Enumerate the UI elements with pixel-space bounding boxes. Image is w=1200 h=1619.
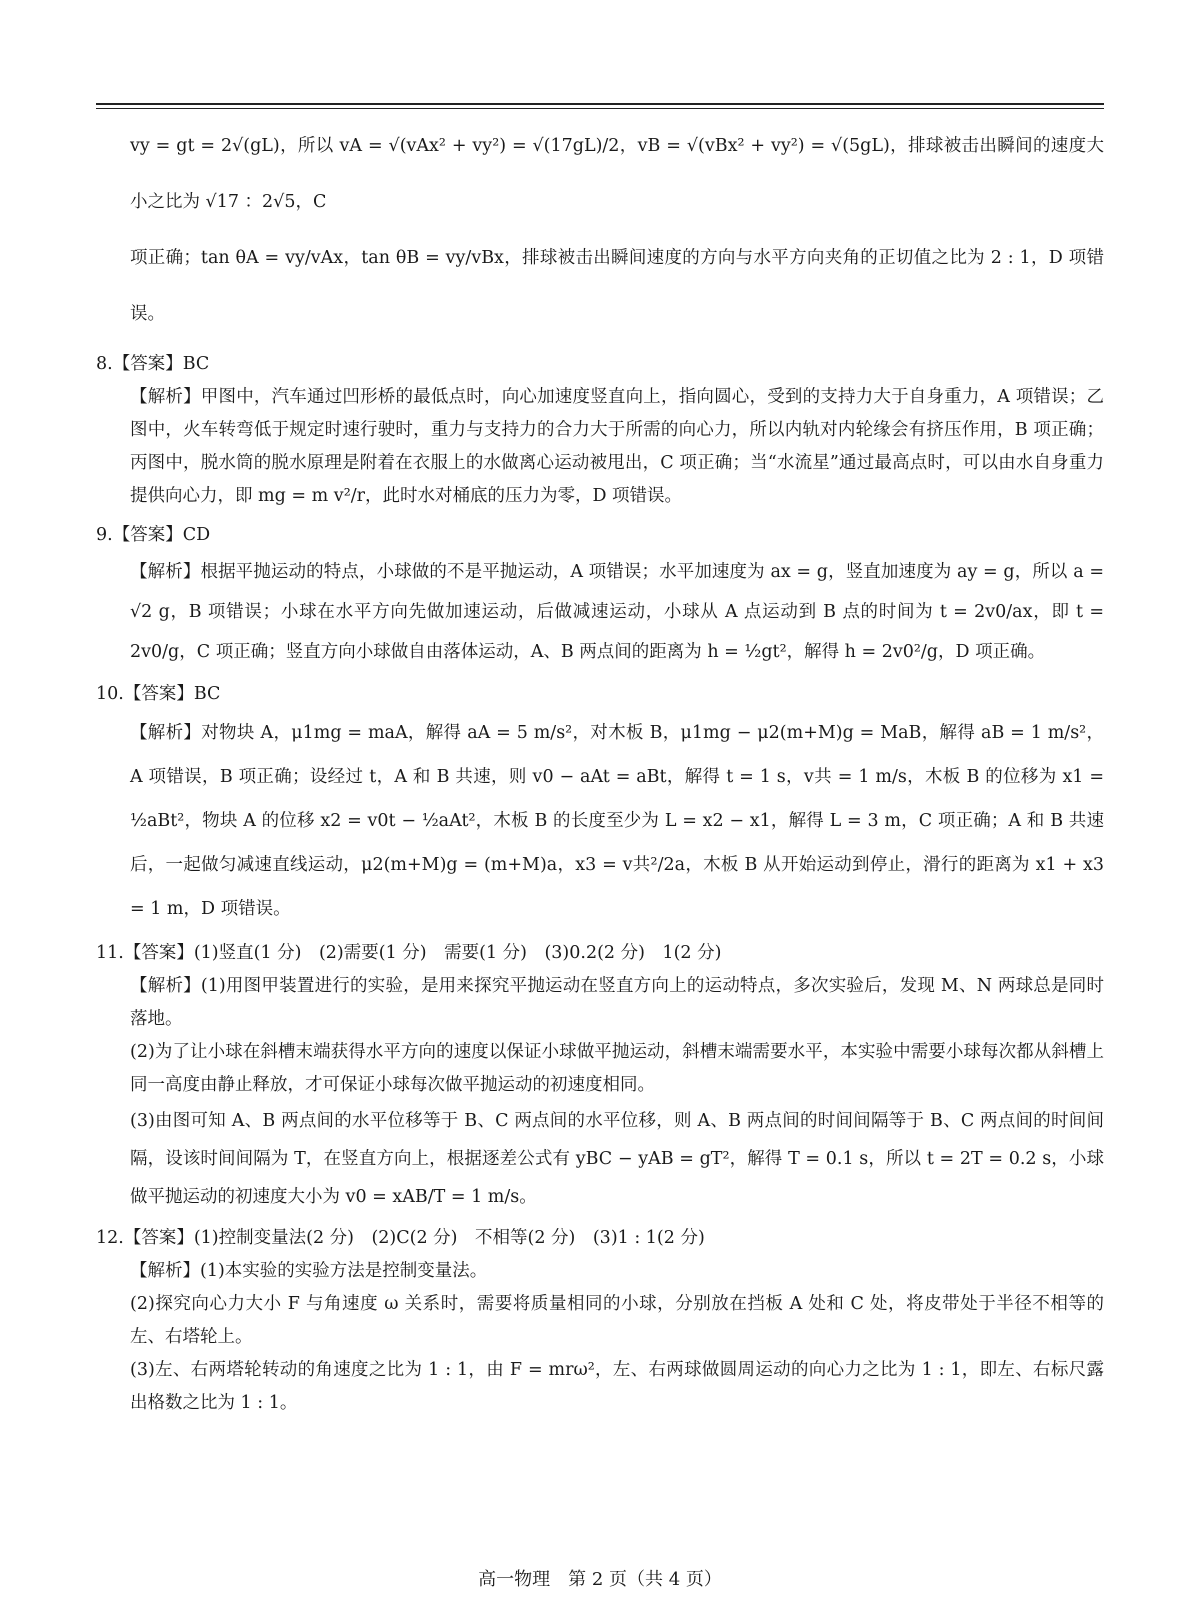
header-rule-thick (96, 103, 1104, 105)
page-footer: 高一物理 第 2 页（共 4 页） (478, 1569, 722, 1590)
header-rule-thin (96, 108, 1104, 109)
q12-analysis-1: 【解析】(1)本实验的实验方法是控制变量法。 (130, 1261, 488, 1281)
q12-analysis-3: (3)左、右两塔轮转动的角速度之比为 1 : 1，由 F = mrω²，左、右两球做圆周运动的向心力之比为 1 : 1，即左、右标尺露出格数之比为 1 : 1。 (130, 1360, 1104, 1413)
q7-continuation-line1: vy = gt = 2√(gL)，所以 vA = √(vAx² + vy²) = √(17gL)/2，vB = √(vBx² + vy²) = √(5gL)，排球被击出瞬间的速度大小之比为 √17 ：2√5，C (130, 136, 1104, 212)
page-content (96, 118, 1104, 1420)
q7-continuation-line2: 项正确；tan θA = vy/vAx，tan θB = vy/vBx，排球被击出瞬间速度的方向与水平方向夹角的正切值之比为 2 : 1，D 项错误。 (130, 248, 1104, 324)
q9-analysis: 【解析】根据平抛运动的特点，小球做的不是平抛运动，A 项错误；水平加速度为 ax = g，竖直加速度为 ay = g，所以 a = √2 g，B 项错误；小球在水平方向先做加速运动，后做减速运动，小球从 A 点运动到 B 点的时间为 t = 2v0/ax，即 t = 2v0/g，C 项正确；竖直方向小球做自由落体运动，A、B 两点间的距离为 h = ½gt²，解得 h = 2v0²/g，D 项正确。 (130, 562, 1104, 662)
q9-answer: 9.【答案】CD (96, 525, 211, 545)
q11-analysis-2: (2)为了让小球在斜槽末端获得水平方向的速度以保证小球做平抛运动，斜槽末端需要水平，本实验中需要小球每次都从斜槽上同一高度由静止释放，才可保证小球每次做平抛运动的初速度相同。 (130, 1042, 1104, 1095)
q11-answer: 11.【答案】(1)竖直(1 分) (2)需要(1 分) 需要(1 分) (3)0.2(2 分) 1(2 分) (96, 943, 722, 963)
q12-answer: 12.【答案】(1)控制变量法(2 分) (2)C(2 分) 不相等(2 分) (3)1 : 1(2 分) (96, 1228, 705, 1248)
q8-answer: 8.【答案】BC (96, 354, 210, 374)
q8-analysis: 【解析】甲图中，汽车通过凹形桥的最低点时，向心加速度竖直向上，指向圆心，受到的支持力大于自身重力，A 项错误；乙图中，火车转弯低于规定时速行驶时，重力与支持力的合力大于所需的向心力，所以内轨对内轮缘会有挤压作用，B 项正确；丙图中，脱水筒的脱水原理是附着在衣服上的水做离心运动被甩出，C 项正确；当“水流星”通过最高点时，可以由水自身重力提供向心力，即 mg = m v²/r，此时水对桶底的压力为零，D 项错误。 (130, 387, 1104, 506)
q11-analysis-3: (3)由图可知 A、B 两点间的水平位移等于 B、C 两点间的水平位移，则 A、B 两点间的时间间隔等于 B、C 两点间的时间间隔，设该时间间隔为 T，在竖直方向上，根据逐差公式有 yBC − yAB = gT²，解得 T = 0.1 s，所以 t = 2T = 0.2 s，小球做平抛运动的初速度大小为 v0 = xAB/T = 1 m/s。 (130, 1111, 1104, 1207)
q11-analysis-1: 【解析】(1)用图甲装置进行的实验，是用来探究平抛运动在竖直方向上的运动特点，多次实验后，发现 M、N 两球总是同时落地。 (130, 976, 1104, 1029)
q10-answer: 10.【答案】BC (96, 684, 221, 704)
q10-analysis: 【解析】对物块 A，μ1mg = maA，解得 aA = 5 m/s²，对木板 B，μ1mg − μ2(m+M)g = MaB，解得 aB = 1 m/s²，A 项错误，B 项正确；设经过 t，A 和 B 共速，则 v0 − aAt = aBt，解得 t = 1 s，v共 = 1 m/s，木板 B 的位移为 x1 = ½aBt²，物块 A 的位移 x2 = v0t − ½aAt²，木板 B 的长度至少为 L = x2 − x1，解得 L = 3 m，C 项正确；A 和 B 共速后，一起做匀减速直线运动，μ2(m+M)g = (m+M)a，x3 = v共²/2a，木板 B 从开始运动到停止，滑行的距离为 x1 + x3 = 1 m，D 项错误。 (130, 723, 1104, 919)
q12-analysis-2: (2)探究向心力大小 F 与角速度 ω 关系时，需要将质量相同的小球，分别放在挡板 A 处和 C 处，将皮带处于半径不相等的左、右塔轮上。 (130, 1294, 1104, 1347)
